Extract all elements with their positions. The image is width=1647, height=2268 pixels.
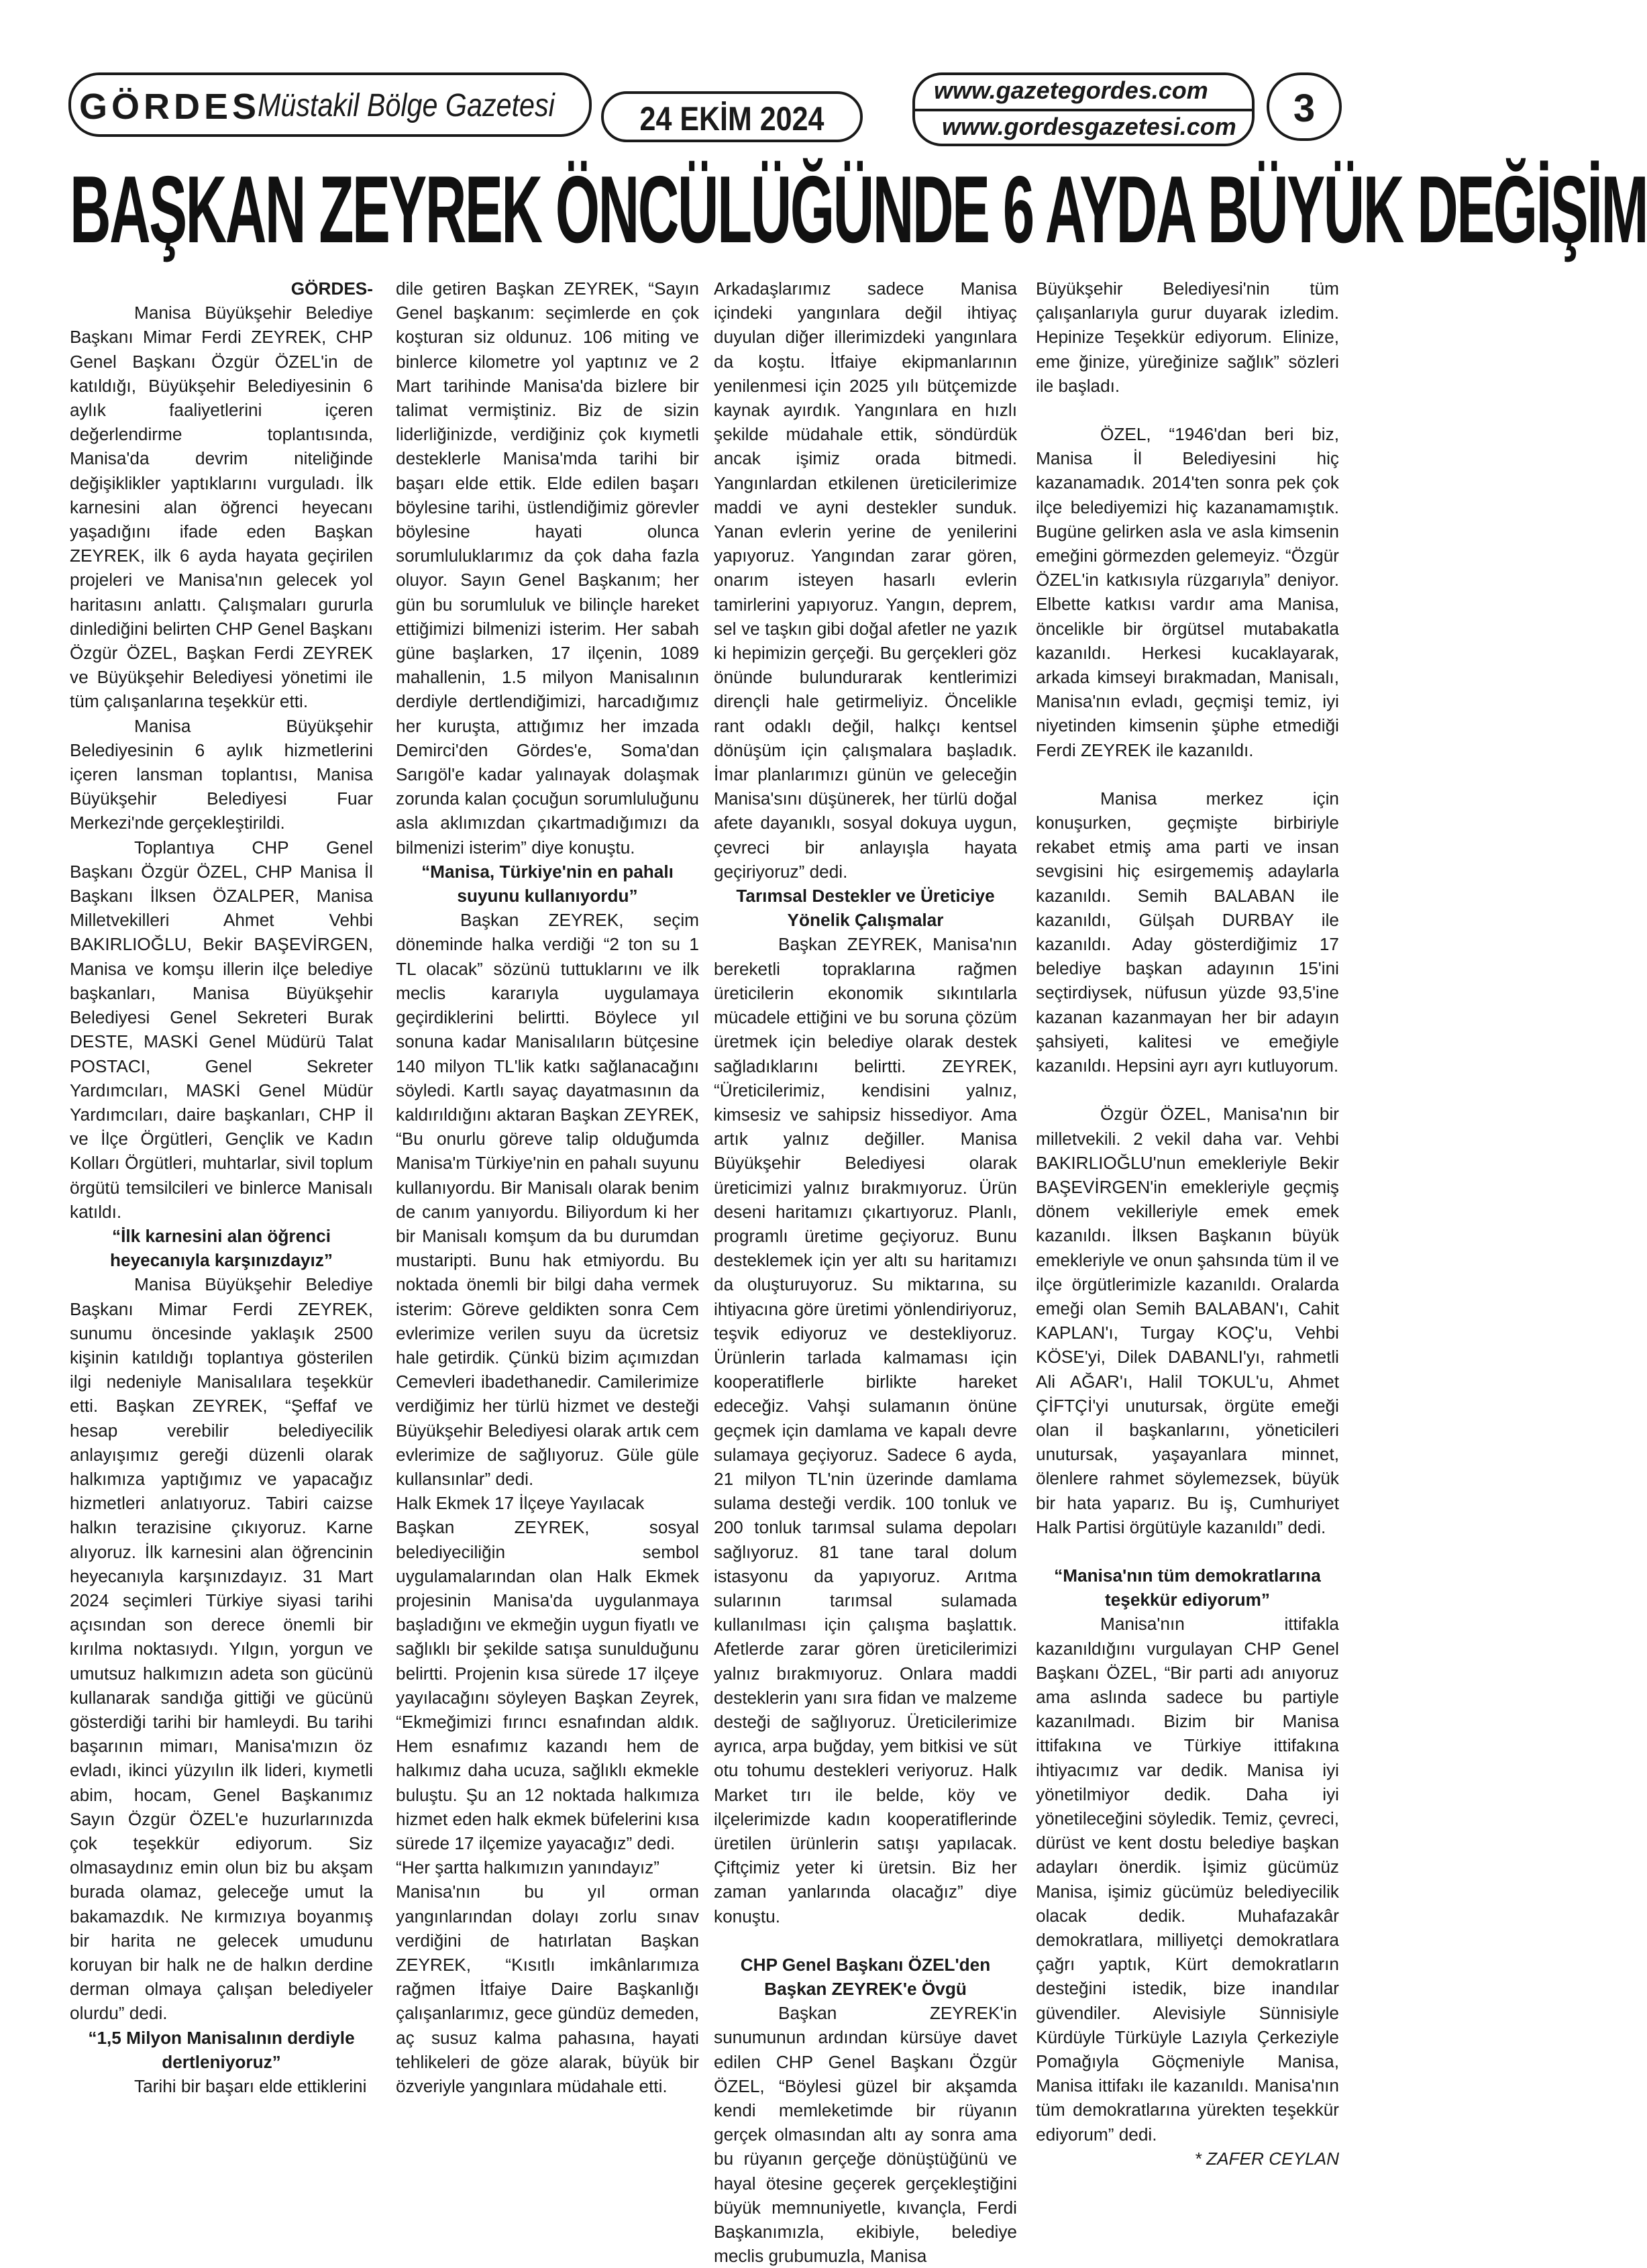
- article-paragraph: Başkan ZEYREK'in sunumunun ardından kürsüye davet edilen CHP Genel Başkanı Özgür ÖZEL, “Böylesi güzel bir akşamda kendi memleketimde bir rüyanın gerçek olmasından altı ay sonra ama bu rüyanın gerçeğe dönüştüğünü ve hayal ötesine geçerek gerçekleştiğini büyük memnuniyetle, kıvançla, Ferdi Başkanımızla, ekibiyle, belediye meclis grubumuzla, Manisa: [714, 2003, 1017, 2267]
- article-paragraph: Tarihi bir başarı elde ettiklerini: [134, 2076, 367, 2097]
- article-paragraph: Halk Ekmek 17 İlçeye Yayılacak: [396, 1493, 645, 1514]
- page-number: 3: [1293, 87, 1316, 130]
- article-subheading: CHP Genel Başkanı ÖZEL'den Başkan ZEYREK'e Övgü: [740, 1954, 991, 2000]
- article-subheading: “İlk karnesini alan öğrenci heyecanıyla karşınızdayız”: [110, 1225, 333, 1271]
- article-paragraph: Manisa Büyükşehir Belediye Başkanı Mimar Ferdi ZEYREK, sunumu öncesinde yaklaşık 2500 kişinin katıldığı toplantıya gösterilen ilgi nedeniyle Manisalılara teşekkür etti. Başkan ZEYREK, “Şeffaf ve hesap verebilir belediyecilik anlayışımız gereği düzenli olarak halkımıza yaptığımız ve yapacağız hizmetleri anlatıyoruz. Tabiri caizse halkın terazisine çıkıyoruz. Karne alıyoruz. İlk karnesini alan öğrencinin heyecanıyla karşınızdayız. 31 Mart 2024 seçimleri Türkiye siyasi tarihi açısından son derece önemli bir kırılma noktasıydı. Yılgın, yorgun ve umutsuz halkımızın adeta son gücünü kullanarak sandığa gittiği ve gücünü gösterdiği tarihi bir hamleydi. Bu tarihi başarının mimarı, Manisa'mızın öz evladı, ikinci yüzyılın ilk lideri, kıymetli abim, hocam, Genel Başkanımız Sayın Özgür ÖZEL'e huzurlarınızda çok teşekkür ediyorum. Siz olmasaydınız emin olun biz bu akşam burada olamaz, geleceğe umut la bakamazdık. Ne kırmızıya boyanmış bir harita ne gelecek umudunu koruyan bir halk ne de halkın derdine derman olmaya çalışan belediyeler olurdu” dedi.: [70, 1274, 373, 2024]
- url-divider: [912, 109, 1255, 111]
- article-column-3: [714, 276, 1017, 2268]
- article-paragraph: Manisa Büyükşehir Belediye Başkanı Mimar Ferdi ZEYREK, CHP Genel Başkanı Özgür ÖZEL'in de katıldığı, Büyükşehir Belediyesinin 6 aylık faaliyetlerini içeren değerlendirme toplantısında, Manisa'da devrim niteliğinde değişiklikler yaptıklarını vurguladı. İlk karnesini alan öğrenci heyecanı yaşadığını ifade eden Başkan ZEYREK, ilk 6 ayda hayata geçirilen projeleri ve Manisa'nın gelecek yol haritasını anlattı. Çalışmaları gururla dinlediğini belirten CHP Genel Başkanı Özgür ÖZEL, Başkan Ferdi ZEYREK ve Büyükşehir Belediyesi yönetimi ile tüm çalışanlarına teşekkür etti.: [70, 303, 373, 712]
- website-link-2[interactable]: www.gordesgazetesi.com: [942, 113, 1236, 140]
- article-paragraph: Manisa'nın bu yıl orman yangınlarından dolayı zorlu sınav verdiğini de hatırlatan Başkan ZEYREK, “Kısıtlı imkânlarımıza rağmen İtfaiye Daire Başkanlığı çalışanlarımız, gece gündüz demeden, aç susuz kalma pahasına, hayati tehlikeleri de göze alarak, büyük bir özveriyle yangınlara müdahale etti.: [396, 1882, 699, 2097]
- article-subheading: Tarımsal Destekler ve Üreticiye Yönelik Çalışmalar: [736, 886, 995, 931]
- article-paragraph: “Her şartta halkımızın yanındayız”: [396, 1857, 659, 1878]
- article-paragraph: Başkan ZEYREK, Manisa'nın bereketli topraklarına rağmen üreticilerin ekonomik sıkıntılarla mücadele ettiğini ve bu soruna çözüm üretmek için belediye olarak destek sağladıklarını belirtti. ZEYREK, “Üreticilerimiz, kendisini yalnız, kimsesiz ve sahipsiz hissediyor. Ama artık yalnız değiller. Manisa Büyükşehir Belediyesi olarak üreticimizi yalnız bırakmıyoruz. Ürün deseni haritamızı çıkartıyoruz. Planlı, programlı üretime geçiyoruz. Bunu desteklemek için yer altı su haritamızı da oluşturuyoruz. Su miktarına, su ihtiyacına göre üretimi yönlendiriyoruz, teşvik ediyoruz ve destekliyoruz. Ürünlerin tarlada kalmaması için kooperatiflerle birlikte hareket edeceğiz. Vahşi sulamanın önüne geçmek için damlama ve kapalı devre sulamaya geçiyoruz. Sadece 6 ayda, 21 milyon TL'nin üzerinde damlama sulama desteği verdik. 100 tonluk ve 200 tonluk tarımsal sulama depoları sağlıyoruz. 81 tane taral dolum istasyonu da yapıyoruz. Arıtma sularının tarımsal sulamada kullanılması için çalışma başlattık. Afetlerde zarar gören üreticilerimizi yalnız bırakmıyoruz. Onlara maddi desteklerin yanı sıra fidan ve malzeme desteği de sağlıyoruz. Üreticilerimize ayrıca, arpa buğday, yem bitkisi ve süt otu tohumu destekleri veriyoruz. Halk Market tırı ile belde, köy ve ilçelerimizde kadın kooperatiflerinde üretilen ürünlerin satışı yapılacak. Çiftçimiz yeter ki üretsin. Biz her zaman yanlarında olacağız” diye konuştu.: [714, 934, 1017, 1926]
- article-paragraph: Başkan ZEYREK, sosyal belediyeciliğin sembol uygulamalarından olan Halk Ekmek projesinin Manisa'da uygulanmaya başladığını ve ekmeğin uygun fiyatlı ve sağlıklı bir şekilde satışa sunulduğunu belirtti. Projenin kısa sürede 17 ilçeye yayılacağını söyleyen Başkan Zeyrek, “Ekmeğimizi fırıncı esnafından aldık. Hem esnafımız kazandı hem de halkımız daha ucuza, sağlıklı ekmekle buluştu. Şu an 12 noktada halkımıza hizmet eden halk ekmek büfelerini kısa sürede 17 ilçemize yayacağız” dedi.: [396, 1517, 699, 1853]
- article-paragraph: Manisa merkez için konuşurken, geçmişte birbiriyle rekabet etmiş ama parti ve insan sevgisini hiç esirgememiş adaylarla kazanıldı. Semih BALABAN ile kazanıldı, Gülşah DURBAY ile kazanıldı. Aday gösterdiğimiz 17 belediye başkan adayının 15'ini seçtirdiysek, nüfusun yüzde 93,5'ine kazanan kazanmayan her bir adayın şahsiyeti, kalitesi ve emeğiyle kazanıldı. Hepsini ayrı ayrı kutluyorum.: [1036, 788, 1339, 1076]
- article-subheading: “Manisa, Türkiye'nin en pahalı suyunu kullanıyordu”: [421, 861, 674, 907]
- article-paragraph: Başkan ZEYREK, seçim döneminde halka verdiği “2 ton su 1 TL olacak” sözünü tuttuklarını ve ilk meclis kararıyla uygulamaya geçirdiklerini belirtti. Böylece yıl sonuna kadar Manisalıların bütçesine 140 milyon TL'lik katkı sağlanacağını söyledi. Kartlı sayaç dayatmasının da kaldırıldığını aktaran Başkan ZEYREK, “Bu onurlu göreve talip olduğumda Manisa'm Türkiye'nin en pahalı suyunu kullanıyordu. Bir Manisalı olarak benim de canım yanıyordu. Biliyordum ki her bir Manisalı komşum da bu durumdan mustaripti. Bunu hak etmiyordu. Bu noktada önemli bir bilgi daha vermek isterim: Göreve geldikten sonra Cem evlerimize verilen suyu da ücretsiz hale getirdik. Çünkü bizim açımızdan Cemevleri ibadethanedir. Camilerimize verdiğimiz her türlü hizmet ve desteği Büyükşehir Belediyesi olarak artık cem evlerimize de sağlıyoruz. Güle güle kullansınlar” dedi.: [396, 910, 699, 1489]
- article-column-1: [70, 276, 373, 2098]
- article-subheading: “1,5 Milyon Manisalının derdiyle dertleniyoruz”: [88, 2027, 355, 2072]
- website-link-1[interactable]: www.gazetegordes.com: [934, 76, 1208, 104]
- issue-date: 24 EKİM 2024: [639, 100, 825, 138]
- article-paragraph: Özgür ÖZEL, Manisa'nın bir milletvekili. 2 vekil daha var. Vehbi BAKIRLIOĞLU'nun emekleriyle Bekir BAŞEVİRGEN'in emekleriyle geçmiş dönem vekilleriyle emek emek kazanıldı. İlksen Başkanın büyük emekleriyle ve onun şahsında tüm il ve ilçe örgütlerimizle kazanıldı. Oralarda emeği olan Semih BALABAN'ı, Cahit KAPLAN'ı, Turgay KOÇ'u, Vehbi KÖSE'yi, Dilek DABANLI'yı, rahmetli Ali AĞAR'ı, Halil TOKUL'u, Ahmet ÇİFTÇİ'yi unutursak, örgüte emeği olan il başkanlarını, yöneticileri unutursak, yaşayanlara minnet, ölenlere rahmet söylemezsek, büyük bir hata yaparız. Bu iş, Cumhuriyet Halk Partisi örgütüyle kazanıldı” dedi.: [1036, 1104, 1339, 1537]
- paper-subtitle: Müstakil Bölge Gazetesi: [258, 88, 555, 123]
- article-subheading: “Manisa'nın tüm demokratlarına teşekkür ediyorum”: [1054, 1565, 1321, 1610]
- headline: BAŞKAN ZEYREK ÖNCÜLÜĞÜNDE 6 AYDA BÜYÜK DEĞİŞİM: [70, 156, 1647, 263]
- author-signature: * ZAFER CEYLAN: [1194, 2148, 1339, 2169]
- article-column-2: [396, 276, 699, 2098]
- article-paragraph: Manisa Büyükşehir Belediyesinin 6 aylık hizmetlerini içeren lansman toplantısı, Manisa Büyükşehir Belediyesi Fuar Merkezi'nde gerçekleştirildi.: [70, 715, 373, 833]
- article-paragraph: Toplantıya CHP Genel Başkanı Özgür ÖZEL, CHP Manisa İl Başkanı İlksen ÖZALPER, Manisa Milletvekilleri Ahmet Vehbi BAKIRLIOĞLU, Bekir BAŞEVİRGEN, Manisa ve komşu illerin ilçe belediye başkanları, Manisa Büyükşehir Belediyesi Genel Sekreteri Burak DESTE, MASKİ Genel Müdürü Talat POSTACI, Genel Sekreter Yardımcıları, MASKİ Genel Müdür Yardımcıları, daire başkanları, CHP İl ve İlçe Örgütleri, Gençlik ve Kadın Kolları Örgütleri, muhtarlar, sivil toplum örgütü temsilcileri ve binlerce Manisalı katıldı.: [70, 837, 373, 1222]
- article-paragraph: Manisa'nın ittifakla kazanıldığını vurgulayan CHP Genel Başkanı ÖZEL, “Bir parti adı anıyoruz ama aslında sadece bu partiyle kazanılmadı. Bizim bir Manisa ittifakına ve Türkiye ittifakına ihtiyacımız var dedik. Manisa iyi yönetilmiyor dedik. Daha iyi yönetileceğini söyledik. Temiz, çevreci, dürüst ve kent dostu belediye başkan adayları önerdik. İşimiz gücümüz Manisa, işimiz gücümüz belediyecilik olacak dedik. Muhafazakâr demokratlara, milliyetçi demokratlara çağrı yaptık, Kürt demokratların desteğini istedik, bize inandılar güvendiler. Alevisiyle Sünnisiyle Kürdüyle Türküyle Lazıyla Çerkeziyle Pomağıyla Göçmeniyle Manisa, Manisa ittifakı ile kazanıldı. Manisa'nın tüm demokratlarına yürekten teşekkür ediyorum” dedi.: [1036, 1614, 1339, 2145]
- article-column-4: [1036, 276, 1339, 2171]
- article-paragraph: dile getiren Başkan ZEYREK, “Sayın Genel başkanım: seçimlerde en çok koşturan siz oldunuz. 106 miting ve binlerce kilometre yol yaptınız ve 2 Mart tarihinde Manisa'da bizlere bir talimat vermiştiniz. Biz de sizin liderliğinizde, verdiğiniz çok kıymetli desteklerle Manisa'mda tarihi bir başarı elde ettik. Elde edilen başarı böylesine tarihi, üstlendiğimiz görevler böylesine hayati olunca sorumluluklarımız da çok daha fazla oluyor. Sayın Genel Başkanım; her gün bu sorumluluk ve bilinçle hareket ettiğimizi bilmenizi isterim. Her sabah güne başlarken, 17 ilçenin, 1089 mahallenin, 1.5 milyon Manisalının derdiyle dertlendiğimizi, harcadığımız her kuruşta, attığımız her imzada Demirci'den Gördes'e, Soma'dan Sarıgöl'e kadar yalınayak dolaşmak zorunda kalan çocuğun sorumluluğunu aslа aklımızdan çıkartmadığımızı da bilmenizi isterim” diye konuştu.: [396, 278, 699, 858]
- article-paragraph: ÖZEL, “1946'dan beri biz, Manisa İl Belediyesini hiç kazanamadık. 2014'ten sonra pek çok ilçe belediyemizi hiç kazanamamıştık. Bugüne gelirken asla ve asla kimsenin emeğini görmezden gelemeyiz. “Özgür ÖZEL'in katkısıyla rüzgarıyla” deniyor. Elbette katkısı vardır ama Manisa, öncelikle bir örgütsel mutabakatla kazanıldı. Herkesi kucaklayarak, arkada kimseyi bırakmadan, Manisalı, Manisa'nın evladı, geçmişi temiz, iyi niyetinden kimsenin şüphe etmediği Ferdi ZEYREK ile kazanıldı.: [1036, 424, 1339, 760]
- article-paragraph: Arkadaşlarımız sadece Manisa içindeki yangınlara değil ihtiyaç duyulan diğer illerimizdeki yangınlara da koştu. İtfaiye ekipmanlarının yenilenmesi için 2025 yılı bütçemizde kaynak ayırdık. Yangınlara en hızlı şekilde müdahale ettik, söndürdük ancak işimiz orada bitmedi. Yangınlardan etkilenen üreticilerimize maddi ve ayni destekler sunduk. Yanan evlerin yerine de yenilerini yapıyoruz. Yangından zarar gören, onarım isteyen hasarlı evlerin tamirlerini yapıyoruz. Yangın, deprem, sel ve taşkın gibi doğal afetler ne yazık ki hepimizin gerçeği. Bu gerçekleri göz önünde bulundurarak kentlerimizi dirençli hale getirmeliyiz. Öncelikle rant odaklı değil, halkçı kentsel dönüşüm için çalışmalara başladık. İmar planlarımızı günün ve geleceğin Manisa'sını düşünerek, her türlü doğal afete dayanıklı, sosyal dokuya uygun, çevreci bir anlayışla hayata geçiriyoruz” dedi.: [714, 278, 1017, 882]
- paper-name: GÖRDES: [79, 87, 261, 127]
- dateline: GÖRDES-: [290, 278, 373, 299]
- article-paragraph: Büyükşehir Belediyesi'nin tüm çalışanlarıyla gurur duyarak izledim. Hepinize Teşekkür ediyorum. Elinize, eme ğinize, yüreğinize sağlık” sözleri ile başladı.: [1036, 278, 1339, 396]
